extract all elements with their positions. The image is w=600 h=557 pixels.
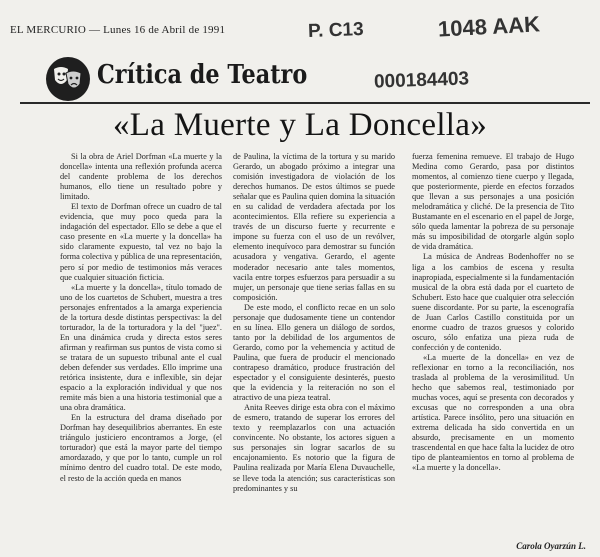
article-column-1: [60, 152, 222, 484]
newspaper-masthead: EL MERCURIO — Lunes 16 de Abril de 1991: [10, 24, 226, 36]
paragraph: fuerza femenina remueve. El trabajo de Hugo Medina como Gerardo, pasa por distintos momentos, al comienzo tiene cuerpo y llegada, que posteriormente, pierde en efectos forzados que llevan a sus personajes a una posición melodramática y cliché. De la presencia de Tito Bustamante en el escenario en el papel de Jorge, sólo queda lamentar la pobreza de su personaje más su imposibilidad de otorgarle algún soplo de vida dramática.: [412, 152, 574, 252]
paragraph: «La muerte de la doncella» en vez de reflexionar en torno a la reconciliación, nos traslada al problema de la verosimilitud. Un hecho que sabemos real, testimoniado por muchas voces, aquí se presenta con decorados y excusas que no corresponden a una obra artística. Parece insólito, pero una situación en extrema delicada ha sido convertida en un absurdo, precisamente en un momento trascendental en que hace falta la lucidez de otro tipo de planteamientos en torno al problema de «La muerte y la doncella».: [412, 352, 574, 473]
article-column-2: [233, 152, 395, 494]
paragraph: En la estructura del drama diseñado por Dorfman hay desequilibrios aberrantes. En este triángulo justiciero encontramos a Jorge, (el torturador) que está la mayor parte del tiempo amordazado, y que por lo tanto, cumple un rol mínimo dentro del cuadro total. De este modo, el resto de la acción queda en manos: [60, 413, 222, 483]
article-column-3: [412, 152, 574, 474]
handwritten-page-ref: P. C13: [307, 19, 364, 42]
paragraph: de Paulina, la víctima de la tortura y su marido Gerardo, un abogado próximo a integrar una comisión investigadora de violación de los derechos humanos. De estos últimos se puede señalar que es Paulina quien domina la situación en su calidad de verdadera afectada por los acontecimientos. Ella refiere su experiencia a través de un discurso fuerte y recurrente e impone su fuerza con el uso de un revólver, elemento inequívoco para demostrar su función acusadora y vengativa. Gerardo, el agente moderador necesario ante tales momentos, vacila entre torpes esfuerzos para persuadir a su mujer, un personaje que tiene serias fallas en su composición.: [233, 152, 395, 302]
paragraph: Si la obra de Ariel Dorfman «La muerte y la doncella» intenta una reflexión profunda acerca del candente problema de los derechos humanos, ello tiene un resultado pobre y limitado.: [60, 152, 222, 202]
handwritten-document-code: 000184403: [373, 68, 470, 93]
article-headline: «La Muerte y La Doncella»: [112, 107, 487, 143]
paragraph: «La muerte y la doncella», título tomado de uno de los cuartetos de Schubert, muestra a tres personajes enfrentados a la amarga experiencia de la tortura desde distintas perspectivas: la del torturador, la de la torturadora y la del "juez". En una dinámica cruda y directa estos seres afirman y reafirman sus puntos de vista como si se tratara de un supuesto tribunal ante el cual deben defender sus verdades. Ello imprime una retórica insistente, dura e inflexible, sin dejar espacio a la exploración individual y que nos remite más bien a una historia testimonial que a una obra dramática.: [60, 282, 222, 413]
paragraph: El texto de Dorfman ofrece un cuadro de tal evidencia, que muy poco queda para la indagación del espectador. Ello se debe a que el caso presente en «La muerte y la doncella» ha sido claramente expuesto, tal vez no bajo la forma colectiva y pública de una representación, pero sí por medio de testimonios más veraces que cualquier situación ficticia.: [60, 202, 222, 282]
section-divider: [20, 102, 590, 104]
paragraph: Anita Reeves dirige esta obra con el máximo de esmero, tratando de superar los errores del texto y reemplazarlos con una actuación convincente. No obstante, los actores siguen a sus personajes sin lograr sacarlos de su encajonamiento. Es notorio que la figura de Paulina realizada por María Elena Duvauchelle, se lleve toda la atención; sus características son predominantes y su: [233, 403, 395, 493]
paragraph: De este modo, el conflicto recae en un solo personaje que dudosamente tiene un contendor en su línea. Ello genera un diálogo de sordos, tanto por la debilidad de los argumentos de Gerardo, como por la vehemencia y actitud de Paulina, que fuera de producir el mencionado contrapeso dramático, produce frustración del espectador y el consiguiente desinterés, puesto que la evidencia y la reiteración no son el atractivo de una pieza teatral.: [233, 302, 395, 403]
section-title: Crítica de Teatro: [97, 60, 308, 90]
paragraph: La música de Andreas Bodenhoffer no se liga a los cambios de escena y resulta inapropiada, especialmente si la fundamentación musical de la obra está dada por el cuarteto de Schubert. Esto hace que cualquier otra selección suene discordante. Por su parte, la escenografía de Juan Carlos Castillo constituida por un enorme cuadro de trazos gruesos y colorido oscuro, sólo enfatiza una pieza ruda de confección y de contenido.: [412, 252, 574, 352]
author-byline: Carola Oyarzún L.: [516, 541, 586, 551]
theatre-masks-icon: [46, 57, 90, 101]
handwritten-archive-number: 1048 AAK: [437, 11, 541, 42]
